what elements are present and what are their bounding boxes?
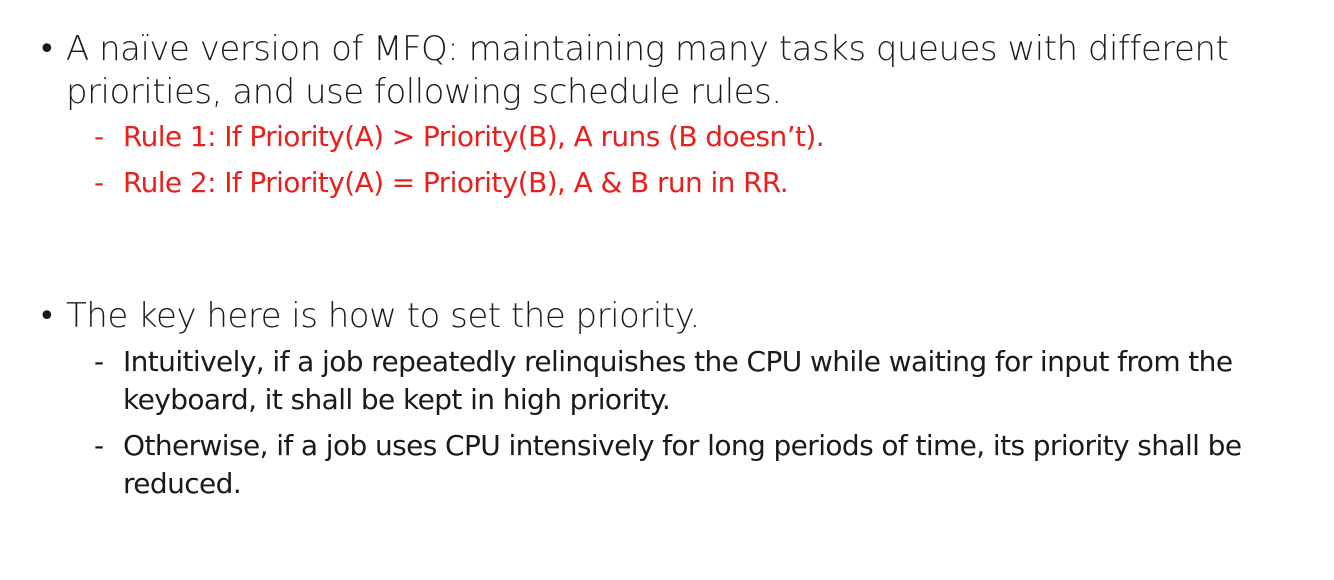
bullet-set-priority <box>38 295 1308 511</box>
sub-text: Rule 2: If Priority(A) = Priority(B), A & B run in RR. <box>123 166 789 199</box>
bullet-text: A naïve version of MFQ: maintaining many tasks queues with different priorities, and use following schedule rules. <box>66 29 1229 112</box>
sub-text: Intuitively, if a job repeatedly relinquishes the CPU while waiting for input from the keyboard, it shall be kept in high priority. <box>123 345 1233 416</box>
sub-text: Otherwise, if a job uses CPU intensively for long periods of time, its priority shall be reduced. <box>123 429 1242 500</box>
bullet-text: The key here is how to set the priority. <box>66 296 700 336</box>
bullet-marker: • <box>38 299 56 334</box>
sub-item-rule-2 <box>94 164 1308 202</box>
bullet-row <box>38 295 1308 339</box>
sub-marker: - <box>94 166 105 199</box>
bullet-row <box>38 28 1308 114</box>
sub-marker: - <box>94 345 105 378</box>
sub-item-otherwise <box>94 427 1308 503</box>
sub-text: Rule 1: If Priority(A) > Priority(B), A runs (B doesn’t). <box>123 120 824 153</box>
sub-marker: - <box>94 120 105 153</box>
sub-item-intuitively <box>94 343 1308 419</box>
sub-item-rule-1 <box>94 118 1308 156</box>
sub-list <box>94 343 1308 503</box>
bullet-marker: • <box>38 32 56 67</box>
bullet-mfq-naive <box>38 28 1308 210</box>
sub-marker: - <box>94 429 105 462</box>
sub-list <box>94 118 1308 202</box>
